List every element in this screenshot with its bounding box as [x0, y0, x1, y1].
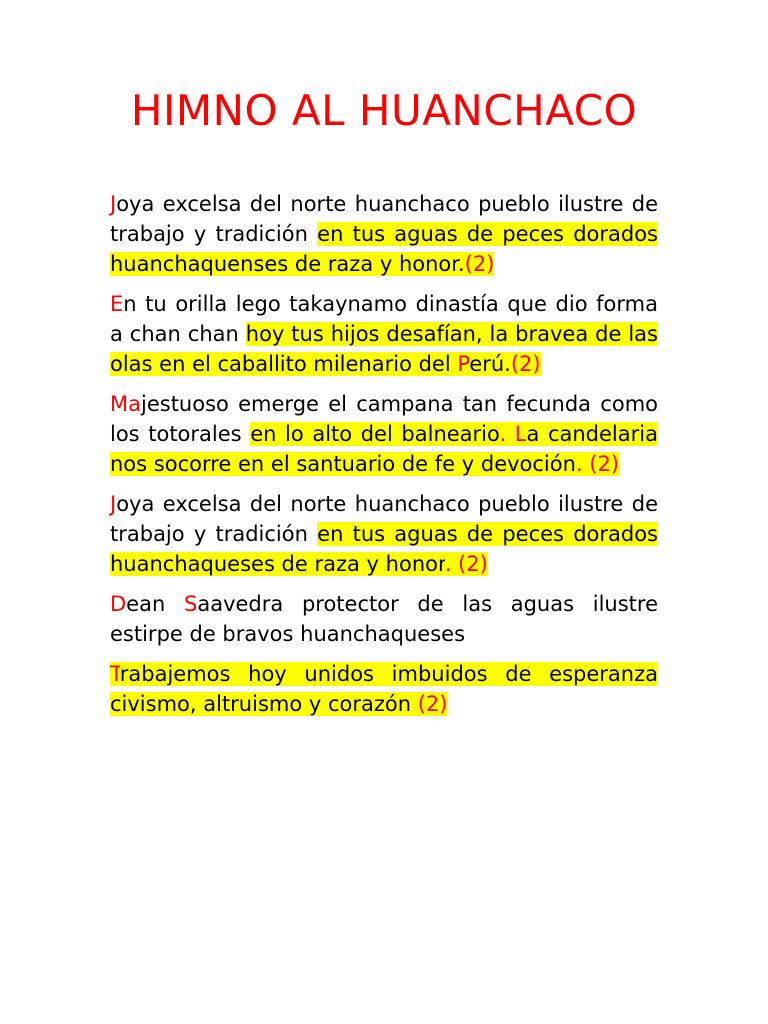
document-title: HIMNO AL HUANCHACO [130, 86, 638, 135]
stanza-4 [110, 489, 658, 579]
stanza-segment: en tus aguas de peces dorados huanchaqueses de raza y honor [110, 522, 658, 576]
stanza-3 [110, 389, 658, 479]
document-page [110, 84, 658, 729]
stanza-segment: en lo alto del balneario [250, 422, 500, 446]
stanza-1 [110, 189, 658, 279]
stanza-segment: . (2) [444, 552, 488, 576]
stanza-segment: ean [126, 592, 184, 616]
stanza-segment: . L [499, 422, 527, 446]
stanza-segment: S [183, 592, 198, 616]
stanza-segment: D [110, 592, 127, 616]
stanza-segment: aavedra protector de las aguas ilustre estirpe de bravos huanchaqueses [110, 592, 658, 646]
stanza-6 [110, 659, 658, 719]
stanza-segment: J [110, 492, 117, 516]
stanza-segment: oya excelsa del norte huanchaco pueblo ilustre de trabajo y tradición [110, 192, 658, 246]
stanza-segment: n tu orilla lego takaynamo dinastía que dio forma a chan chan [110, 292, 658, 346]
stanza-segment: oya excelsa del norte huanchaco pueblo ilustre de trabajo y tradición [110, 492, 658, 546]
stanza-segment: (2) [510, 352, 541, 376]
stanza-segment: a candelaria nos socorre en el santuario de fe y devoción [110, 422, 658, 476]
stanza-segment: J [110, 192, 117, 216]
stanza-list [110, 189, 658, 719]
stanza-segment: erú. [469, 352, 511, 376]
stanza-segment: hoy tus hijos desafían, la bravea de las olas en el caballito milenario del [110, 322, 658, 376]
stanza-segment: T [110, 662, 120, 686]
stanza-segment: E [110, 292, 124, 316]
stanza-5 [110, 589, 658, 649]
stanza-segment: rabajemos hoy unidos imbuidos de esperanza civismo, altruismo y corazón [110, 662, 658, 716]
stanza-segment: . (2) [575, 452, 620, 476]
stanza-segment: Ma [110, 392, 141, 416]
stanza-segment: P [457, 352, 470, 376]
stanza-segment: (2) [464, 252, 495, 276]
stanza-2 [110, 289, 658, 379]
stanza-segment: jestuoso emerge el campana tan fecunda como los totorales [110, 392, 658, 446]
stanza-segment: en tus aguas de peces dorados huanchaquenses de raza y honor. [110, 222, 658, 276]
stanza-segment: (2) [417, 692, 448, 716]
